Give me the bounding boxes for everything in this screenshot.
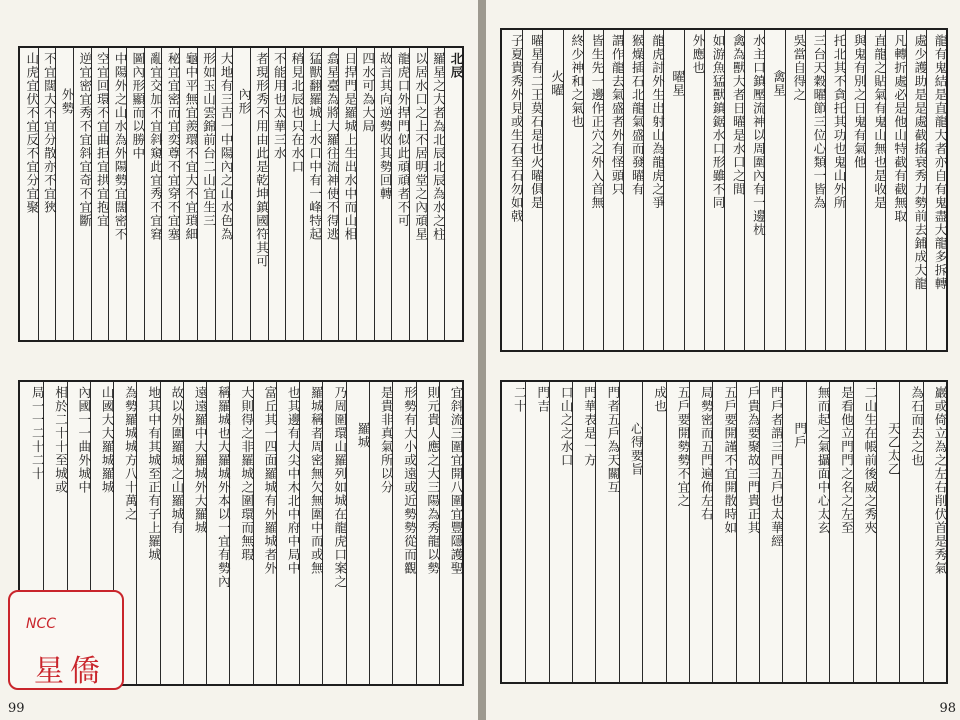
text-column: 猴燥插石北龍氣盛而發曜有 bbox=[623, 30, 643, 350]
text-column: 故言其向逆勢收其勢回轉 bbox=[374, 48, 392, 340]
text-column: 凡轉折處必是他山特截有截無取 bbox=[885, 30, 905, 350]
section-heading: 火曜 bbox=[542, 30, 562, 350]
text-column: 稱羅城也大羅城外本以一宜有勢內 bbox=[206, 382, 229, 684]
text-column: 外應也 bbox=[684, 30, 704, 350]
right-page bbox=[486, 0, 960, 720]
text-column: 形勢有大小或遠或近勢勢從而觀 bbox=[392, 382, 415, 684]
section-heading: 羅城 bbox=[346, 382, 369, 684]
text-column: 是看他立門門之名之左至 bbox=[829, 382, 852, 682]
section-heading: 內形 bbox=[232, 48, 250, 340]
text-column: 二山生在帳前後威之秀夾 bbox=[853, 382, 876, 682]
right-bottom-text-block bbox=[500, 380, 948, 684]
text-column: 龍虎討外生出射山為龍虎之爭 bbox=[643, 30, 663, 350]
text-column: 為勢羅城城方八十萬之 bbox=[113, 382, 136, 684]
text-column: 五戶要開謹不宜開散時如 bbox=[712, 382, 735, 682]
text-column: 以居水口之上不居明堂之內頑星 bbox=[409, 48, 427, 340]
text-column: 無而起之氣攝面中心太玄 bbox=[806, 382, 829, 682]
text-column: 門華表是一方 bbox=[572, 382, 595, 682]
text-column: 遠遠羅中大羅城外大羅城 bbox=[183, 382, 206, 684]
text-column: 富丘其一四面羅城有外羅城者外 bbox=[253, 382, 276, 684]
text-column: 逆宜密宜秀不宜斜宜奇不宜斷 bbox=[73, 48, 91, 340]
section-heading: 門戶 bbox=[782, 382, 805, 682]
page-number: 99 bbox=[8, 701, 25, 716]
text-column: 二十 bbox=[512, 386, 528, 413]
text-column: 五戶要開勢勢不宜之 bbox=[666, 382, 689, 682]
text-column: 如游魚猛獸鎮鋸水口形雖不同 bbox=[704, 30, 724, 350]
stamp-ncc-text: NCC bbox=[26, 616, 57, 632]
text-column: 子夏貴秀外見或生石至石勿如戟 bbox=[509, 34, 525, 223]
text-column: 秘宜宜密而宜奕尊不宜穿不宜塞 bbox=[161, 48, 179, 340]
text-column: 局一一二十二十 bbox=[30, 386, 46, 481]
text-column: 水主口鎮壓流神以周圍內有一邊枕 bbox=[744, 30, 764, 350]
text-column: 戶貴為要聚故三門貴正其 bbox=[736, 382, 759, 682]
section-heading: 禽星 bbox=[764, 30, 784, 350]
book-gutter bbox=[478, 0, 486, 720]
text-column: 龜中平無宜羨環不宜大不宜瑣細 bbox=[179, 48, 197, 340]
text-column: 直龍之貼氣有鬼山無也是收是 bbox=[865, 30, 885, 350]
text-column: 曜星有二王莫石是也火曜俱是 bbox=[522, 30, 542, 350]
text-column: 山國大大羅城羅城 bbox=[90, 382, 113, 684]
text-column: 大則得之非羅城之圍環而無瑕 bbox=[229, 382, 252, 684]
text-column: 為石而去之也 bbox=[899, 382, 922, 682]
text-column: 則元貴人應之大三陽為秀龍以勢 bbox=[416, 382, 439, 684]
section-heading: 心得要旨 bbox=[619, 382, 642, 682]
text-column: 終少神和之氣也 bbox=[563, 30, 583, 350]
text-column: 皆生先一邊作正穴之外入首無 bbox=[583, 30, 603, 350]
text-column: 羅城稱者周密無欠無圍中而或無 bbox=[299, 382, 322, 684]
text-column: 日捍門是羅城上生出水中而山相 bbox=[338, 48, 356, 340]
text-column: 乃周圍環山羅列如城在龍虎口案之 bbox=[322, 382, 345, 684]
text-column: 故以外圍羅城之山羅城有 bbox=[160, 382, 183, 684]
text-column: 與鬼有別之日鬼有氣他 bbox=[845, 30, 865, 350]
text-column: 不宜闊大不宜分散亦不宜狹 bbox=[38, 48, 56, 340]
text-column: 地其中有其城至正有子上羅城 bbox=[136, 382, 159, 684]
text-column: 內國一一曲外城中 bbox=[67, 382, 90, 684]
section-heading: 曜星 bbox=[663, 30, 683, 350]
text-column: 圖內形顯而以勝中 bbox=[126, 48, 144, 340]
text-column: 門戶者謂三門五戶也太華經 bbox=[759, 382, 782, 682]
text-column: 羅星之大者為北辰北辰為水之柱 bbox=[427, 48, 445, 340]
text-column: 龍有鬼結是直龍大者亦自有鬼盡大龍多拆轉 bbox=[926, 30, 946, 350]
text-column: 處少護助是是處截搖衰秀力勢前去鋪成大龍 bbox=[906, 30, 926, 350]
text-column: 翕星臺為將大羅往流神使不得逃 bbox=[321, 48, 339, 340]
stamp-chinese-text: 星僑 bbox=[34, 654, 106, 689]
text-column: 也其邊有大尖中木北中府中局中 bbox=[276, 382, 299, 684]
text-column: 空宜回環不宜曲拒宜拱宜抱宜 bbox=[91, 48, 109, 340]
text-column: 巖或倚立為之左右削伏首是秀氣 bbox=[923, 382, 946, 682]
library-seal-stamp bbox=[8, 590, 124, 690]
section-title: 北辰 bbox=[444, 48, 462, 340]
page-number: 98 bbox=[939, 701, 956, 716]
text-column: 龍虎口外捍門似此頑頑者不可 bbox=[391, 48, 409, 340]
section-heading: 外勢 bbox=[55, 48, 73, 340]
text-column: 猛獸翻羅城上水口中有一峰特起 bbox=[303, 48, 321, 340]
right-top-text-block bbox=[500, 28, 948, 352]
text-column: 禽為獸大者日曜是水口之間 bbox=[724, 30, 744, 350]
text-column: 四水可為大局 bbox=[356, 48, 374, 340]
text-column: 局勢密而五門遍佈左右 bbox=[689, 382, 712, 682]
text-column: 大地有三吉一中陽內之山水色為 bbox=[215, 48, 233, 340]
section-heading: 天乙太乙 bbox=[876, 382, 899, 682]
text-column: 托北其不貪托其功也鬼山外所 bbox=[825, 30, 845, 350]
text-column: 三台天穀曜節三位心類一皆為 bbox=[805, 30, 825, 350]
text-column: 中陽外之山水為外陽勢宜闊密不 bbox=[108, 48, 126, 340]
text-column: 相於二十十至城或 bbox=[43, 382, 66, 684]
left-page bbox=[0, 0, 478, 720]
text-column: 亂宜交加不宜斜窺此宜秀不宜窘 bbox=[144, 48, 162, 340]
text-column: 不能用也太華三水 bbox=[268, 48, 286, 340]
text-column: 山虎宜伏不宜反不宜分宜聚 bbox=[24, 52, 40, 214]
text-column: 是貴非真氣所以分 bbox=[369, 382, 392, 684]
text-column: 者現形秀不用由此是乾坤鎮國符其可 bbox=[250, 48, 268, 340]
text-column: 謂作龍去氣盛者外有怪頭只 bbox=[603, 30, 623, 350]
text-column: 口山之之水口 bbox=[549, 382, 572, 682]
text-column: 門者五戶為天關互 bbox=[595, 382, 618, 682]
text-column: 吳當自得之 bbox=[785, 30, 805, 350]
left-top-text-block bbox=[18, 46, 464, 342]
text-column: 門吉 bbox=[525, 382, 548, 682]
text-column: 成也 bbox=[642, 382, 665, 682]
text-column: 宜斜流三圍宜開八圍宜豐隱護聖 bbox=[439, 382, 462, 684]
text-column: 稍見北辰也只在水口 bbox=[285, 48, 303, 340]
text-column: 形如玉山雲錦前台二山宜生三 bbox=[197, 48, 215, 340]
